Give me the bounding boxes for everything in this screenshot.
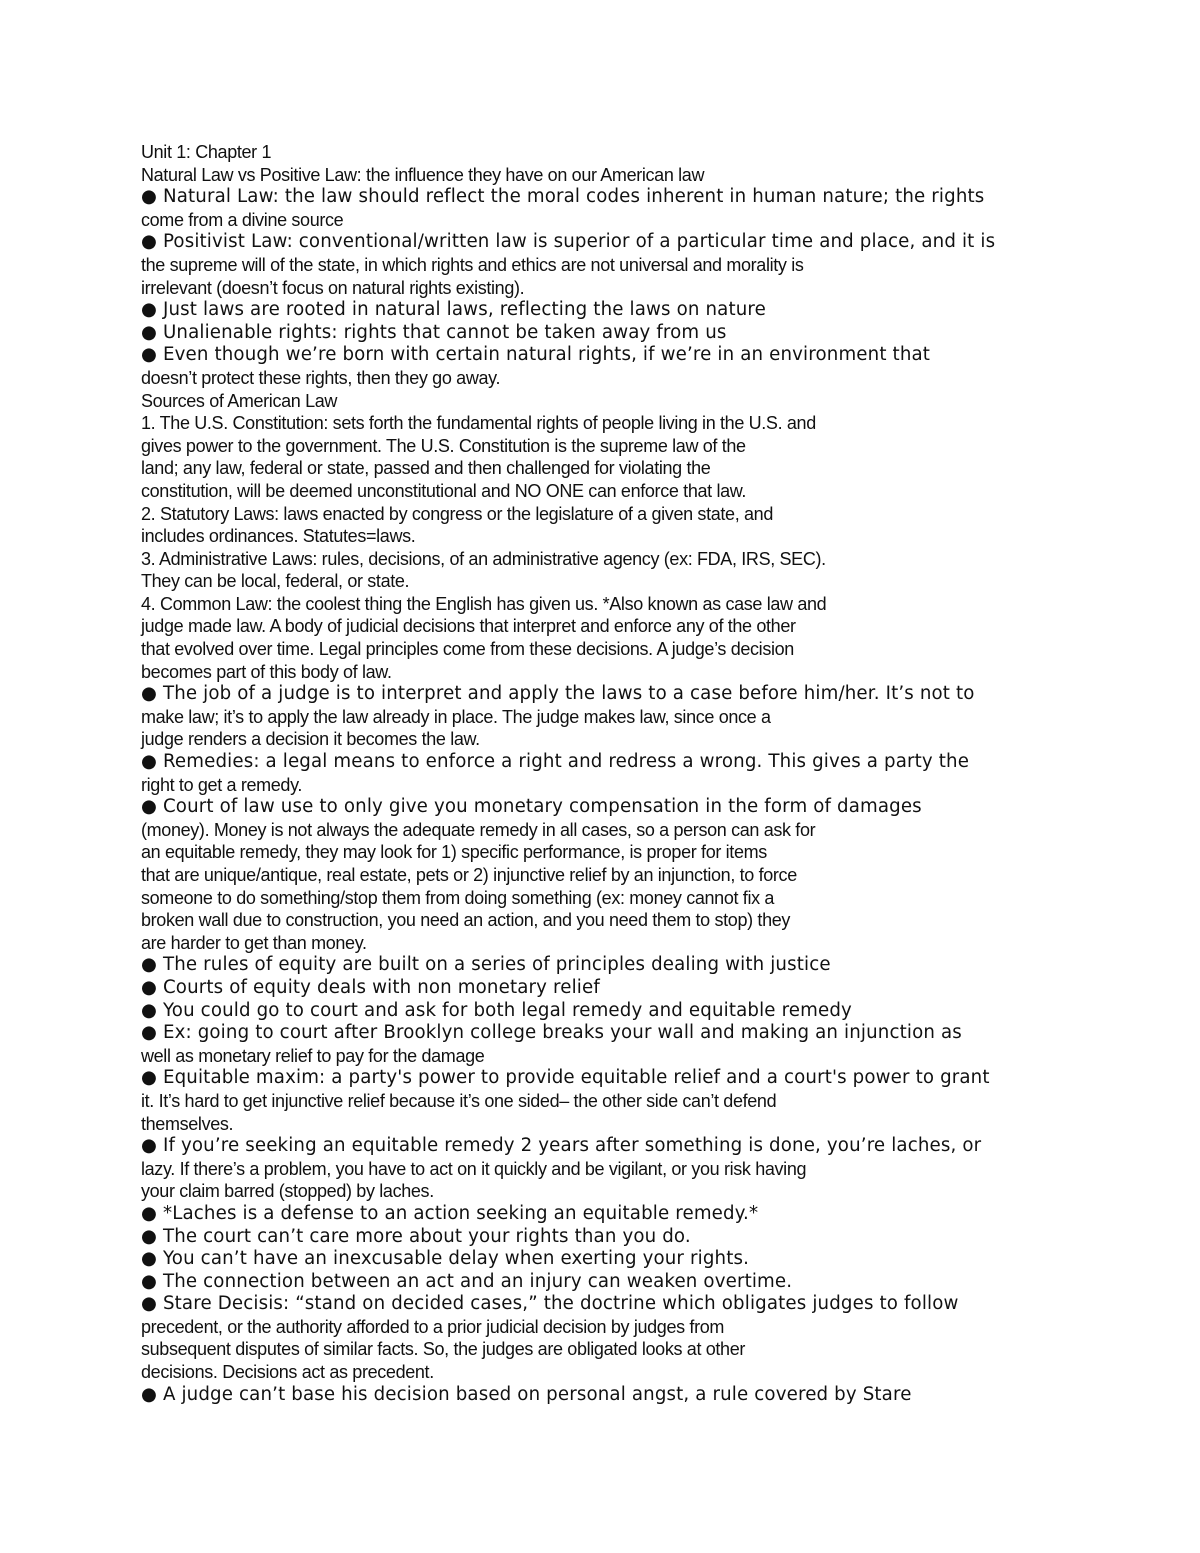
text-line: broken wall due to construction, you need an action, and you need them to stop) they: [141, 910, 791, 931]
bullet-line: ● If you’re seeking an equitable remedy 2 years after something is done, you’re laches, or: [141, 1135, 982, 1157]
text-line: They can be local, federal, or state.: [141, 571, 410, 592]
bullet-line: ● Just laws are rooted in natural laws, reflecting the laws on nature: [141, 299, 766, 321]
text-line: (money). Money is not always the adequate remedy in all cases, so a person can ask for: [141, 819, 816, 840]
bullet-line: ● Unalienable rights: rights that cannot be taken away from us: [141, 321, 727, 343]
text-line: gives power to the government. The U.S. Constitution is the supreme law of the: [141, 435, 746, 456]
text-line: right to get a remedy.: [141, 774, 303, 795]
bullet-line: ● You could go to court and ask for both legal remedy and equitable remedy: [141, 999, 852, 1021]
text-line: 4. Common Law: the coolest thing the English has given us. *Also known as case law and: [141, 593, 827, 614]
text-line: come from a divine source: [141, 209, 344, 230]
text-line: your claim barred (stopped) by laches.: [141, 1181, 434, 1202]
text-line: land; any law, federal or state, passed and then challenged for violating the: [141, 458, 711, 479]
bullet-line: ● *Laches is a defense to an action seeking an equitable remedy.*: [141, 1202, 759, 1224]
bullet-line: ● The connection between an act and an injury can weaken overtime.: [141, 1270, 793, 1292]
text-line: Sources of American Law: [141, 390, 338, 411]
text-line: well as monetary relief to pay for the damage: [141, 1045, 485, 1066]
text-line: that are unique/antique, real estate, pets or 2) injunctive relief by an injunction, to force: [141, 865, 797, 885]
text-line: subsequent disputes of similar facts. So, the judges are obligated looks at other: [141, 1339, 746, 1360]
bullet-line: ● Courts of equity deals with non monetary relief: [141, 976, 600, 998]
text-line: it. It’s hard to get injunctive relief because it’s one sided– the other side can’t defend: [141, 1090, 777, 1111]
text-line: themselves.: [141, 1113, 234, 1134]
bullet-line: ● Remedies: a legal means to enforce a right and redress a wrong. This gives a party the: [141, 751, 970, 773]
bullet-line: ● Court of law use to only give you monetary compensation in the form of damages: [141, 796, 922, 818]
bullet-line: ● The court can’t care more about your rights than you do.: [141, 1225, 691, 1247]
text-line: includes ordinances. Statutes=laws.: [141, 526, 416, 547]
text-line: constitution, will be deemed unconstitutional and NO ONE can enforce that law.: [141, 480, 747, 501]
text-line: irrelevant (doesn’t focus on natural rights existing).: [141, 277, 525, 298]
text-line: 2. Statutory Laws: laws enacted by congress or the legislature of a given state, and: [141, 503, 773, 524]
text-line: decisions. Decisions act as precedent.: [141, 1362, 434, 1383]
text-line: judge renders a decision it becomes the law.: [141, 729, 480, 750]
text-line: that evolved over time. Legal principles come from these decisions. A judge’s decision: [141, 639, 794, 660]
text-line: Natural Law vs Positive Law: the influence they have on our American law: [141, 164, 705, 185]
text-line: precedent, or the authority afforded to a prior judicial decision by judges from: [141, 1316, 725, 1337]
text-line: becomes part of this body of law.: [141, 661, 392, 682]
text-line: doesn’t protect these rights, then they go away.: [141, 367, 501, 388]
bullet-line: ● Natural Law: the law should reflect the moral codes inherent in human nature; the rights: [141, 186, 985, 208]
document-page: [141, 141, 1081, 1406]
bullet-line: ● The job of a judge is to interpret and apply the laws to a case before him/her. It’s not to: [141, 683, 975, 705]
bullet-line: ● Positivist Law: conventional/written law is superior of a particular time and place, and it is: [141, 231, 996, 253]
bullet-line: ● Equitable maxim: a party's power to provide equitable relief and a court's power to grant: [141, 1067, 990, 1089]
text-line: judge made law. A body of judicial decisions that interpret and enforce any of the other: [141, 616, 796, 637]
bullet-line: ● Even though we’re born with certain natural rights, if we’re in an environment that: [141, 344, 931, 366]
text-line: lazy. If there’s a problem, you have to act on it quickly and be vigilant, or you risk having: [141, 1158, 807, 1179]
text-line: someone to do something/stop them from doing something (ex: money cannot fix a: [141, 887, 775, 908]
bullet-line: ● The rules of equity are built on a series of principles dealing with justice: [141, 954, 831, 976]
bullet-line: ● Stare Decisis: “stand on decided cases,” the doctrine which obligates judges to follow: [141, 1293, 959, 1315]
bullet-line: ● Ex: going to court after Brooklyn college breaks your wall and making an injunction as: [141, 1022, 962, 1044]
text-line: 3. Administrative Laws: rules, decisions, of an administrative agency (ex: FDA, IRS, SEC).: [141, 548, 826, 569]
text-line: an equitable remedy, they may look for 1) specific performance, is proper for items: [141, 842, 767, 863]
bullet-line: ● A judge can’t base his decision based on personal angst, a rule covered by Stare: [141, 1383, 912, 1405]
text-line: the supreme will of the state, in which rights and ethics are not universal and morality is: [141, 254, 804, 275]
text-line: make law; it’s to apply the law already in place. The judge makes law, since once a: [141, 706, 771, 727]
text-line: are harder to get than money.: [141, 932, 367, 953]
text-line: 1. The U.S. Constitution: sets forth the fundamental rights of people living in the U.S. and: [141, 413, 816, 434]
text-line: Unit 1: Chapter 1: [141, 142, 272, 162]
bullet-line: ● You can’t have an inexcusable delay when exerting your rights.: [141, 1248, 750, 1270]
